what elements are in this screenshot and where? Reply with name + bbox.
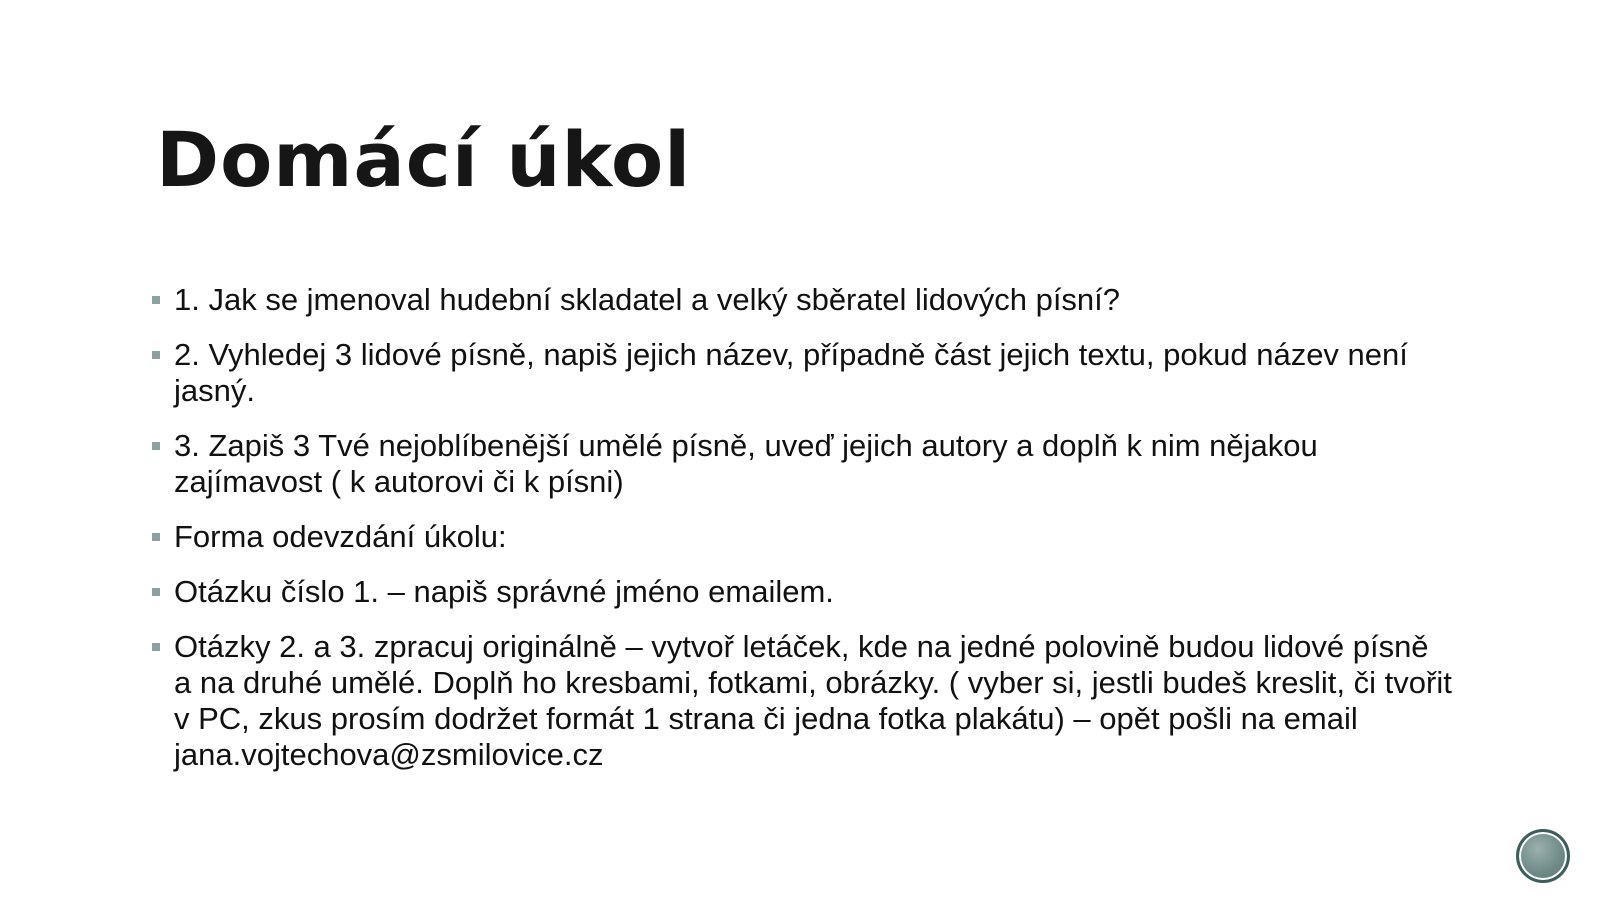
list-item — [152, 519, 1452, 555]
list-item — [152, 574, 1452, 610]
slide-title: Domácí úkol — [156, 115, 692, 204]
slide-navigation-circle-icon[interactable] — [1516, 829, 1570, 883]
list-item — [152, 282, 1452, 318]
list-item-text: Otázku číslo 1. – napiš správné jméno emailem. — [174, 574, 834, 609]
square-bullet-icon — [152, 296, 160, 304]
list-item-text: 2. Vyhledej 3 lidové písně, napiš jejich název, případně část jejich textu, pokud název není jasný. — [174, 337, 1408, 408]
list-item-text: Forma odevzdání úkolu: — [174, 519, 507, 554]
square-bullet-icon — [152, 643, 160, 651]
square-bullet-icon — [152, 351, 160, 359]
list-item-text: 3. Zapiš 3 Tvé nejoblíbenější umělé písně, uveď jejich autory a doplň k nim nějakou zajímavost ( k autorovi či k písni) — [174, 428, 1318, 499]
list-item — [152, 337, 1452, 409]
square-bullet-icon — [152, 588, 160, 596]
list-item-text: 1. Jak se jmenoval hudební skladatel a velký sběratel lidových písní? — [174, 282, 1121, 317]
square-bullet-icon — [152, 533, 160, 541]
list-item — [152, 629, 1452, 773]
list-item-text: Otázky 2. a 3. zpracuj originálně – vytvoř letáček, kde na jedné polovině budou lidové písně a na druhé umělé. Doplň ho kresbami, fotkami, obrázky. ( vyber si, jestli budeš kreslit, či tvořit v PC, zkus prosím dodržet formát 1 strana či jedna fotka plakátu) – opět pošli na email jana.vojtechova@zsmilovice.cz — [174, 629, 1452, 772]
bullet-list — [152, 282, 1452, 792]
list-item — [152, 428, 1452, 500]
square-bullet-icon — [152, 442, 160, 450]
